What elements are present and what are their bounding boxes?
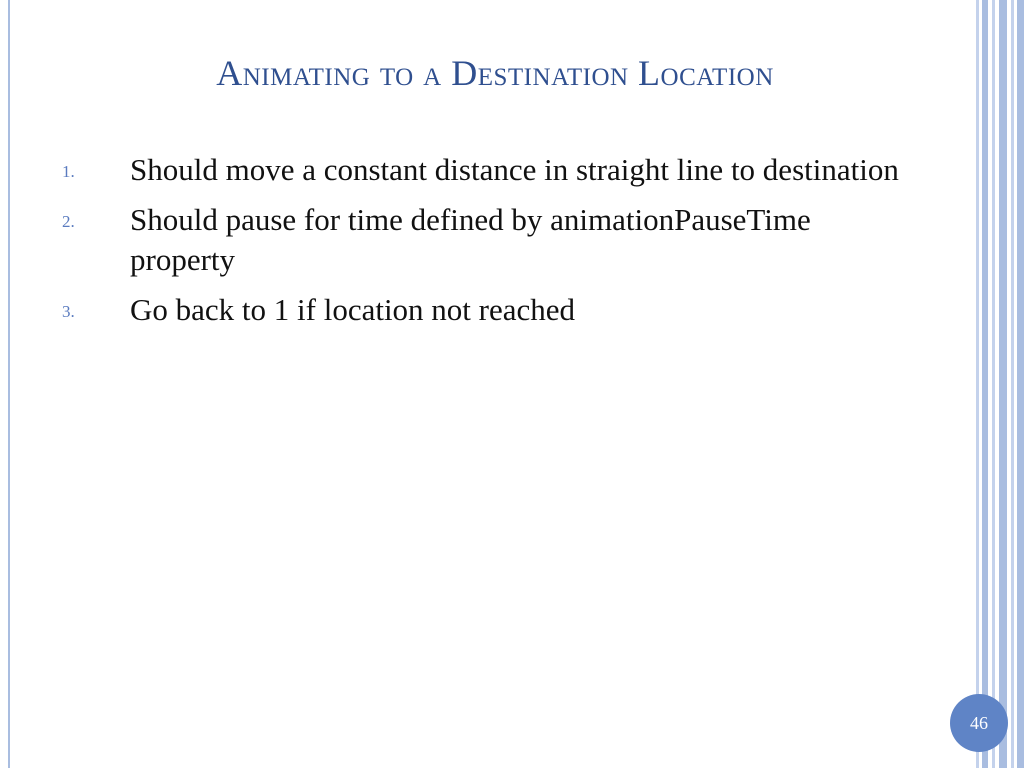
slide-title: Animating to a Destination Location bbox=[216, 53, 774, 93]
right-stripe bbox=[1011, 0, 1014, 768]
list-item-number: 2. bbox=[62, 212, 75, 231]
list-item bbox=[62, 200, 922, 280]
list-item-number: 3. bbox=[62, 302, 75, 321]
list-item bbox=[62, 290, 922, 330]
list-item-text: Should pause for time defined by animationPauseTime property bbox=[130, 202, 811, 277]
numbered-list bbox=[62, 150, 922, 340]
right-stripe bbox=[1017, 0, 1024, 768]
right-stripe bbox=[982, 0, 988, 768]
right-stripe bbox=[992, 0, 995, 768]
list-item bbox=[62, 150, 922, 190]
right-stripe bbox=[976, 0, 979, 768]
list-item-text: Go back to 1 if location not reached bbox=[130, 292, 576, 327]
list-item-number: 1. bbox=[62, 162, 75, 181]
list-item-text: Should move a constant distance in straight line to destination bbox=[130, 152, 899, 187]
left-border-line bbox=[8, 0, 10, 768]
page-number-badge: 46 bbox=[950, 694, 1008, 752]
right-stripe bbox=[999, 0, 1007, 768]
